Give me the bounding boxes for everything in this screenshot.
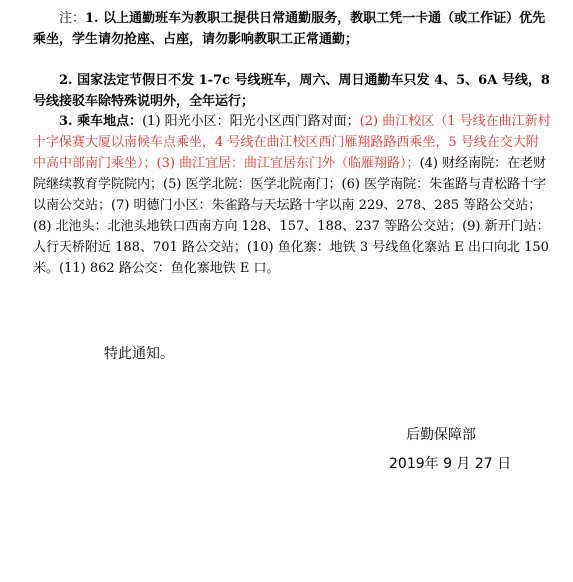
note-3-part-2: (4) 财经南院：在老财院继续教育学院院内；(5) 医学北院：医学北院南门；(6) 医学南院：朱雀路与青松路十字以南公交站；(7) 明德门小区：朱雀路与天坛路十字以南 229、278、285 等路公交站；(8) 北池头：北池头地铁口西南方向 128、157、188、237 等路公交站；(9) 新开门站：人行天桥附近 188、701 路公交站；(10) 鱼化寨：地铁 3 号线鱼化寨站 E 出口向北 150 米。(11) 862 路公交：鱼化寨地铁 E 口。 xyxy=(33,156,550,276)
signer-department: 后勤保障部 xyxy=(406,427,476,443)
closing-notice: 特此通知。 xyxy=(104,346,174,362)
note-3-paragraph xyxy=(33,111,551,279)
signature-date: 2019年 9 月 27 日 xyxy=(389,456,512,472)
note-1-lead: 注： xyxy=(59,11,86,26)
note-1-text: 1. 以上通勤班车为教职工提供日常通勤服务，教职工凭一卡通（或工作证）优先乘坐，学生请勿抢座、占座，请勿影响教职工正常通勤； xyxy=(33,11,546,47)
note-3-heading: 3. 乘车地点： xyxy=(59,114,143,129)
note-2-text: 2. 国家法定节假日不发 1-7c 号线班车，周六、周日通勤车只发 4、5、6A 号线，8 号线接驳车除特殊说明外，全年运行； xyxy=(33,73,550,109)
note-2-paragraph xyxy=(33,70,551,112)
note-1-paragraph xyxy=(33,8,551,50)
note-3-part-1: (1) 阳光小区：阳光小区西门路对面； xyxy=(142,114,360,129)
note-3-highlighted-part: (2) 曲江校区（1 号线在曲江新村十字保赛大厦以南候车点乘坐，4 号线在曲江校区西门雁翔路路西乘坐，5 号线在交大附中高中部南门乘坐）；(3) 曲江宜居：曲江宜居东门外（临雁翔路）； xyxy=(33,114,551,171)
